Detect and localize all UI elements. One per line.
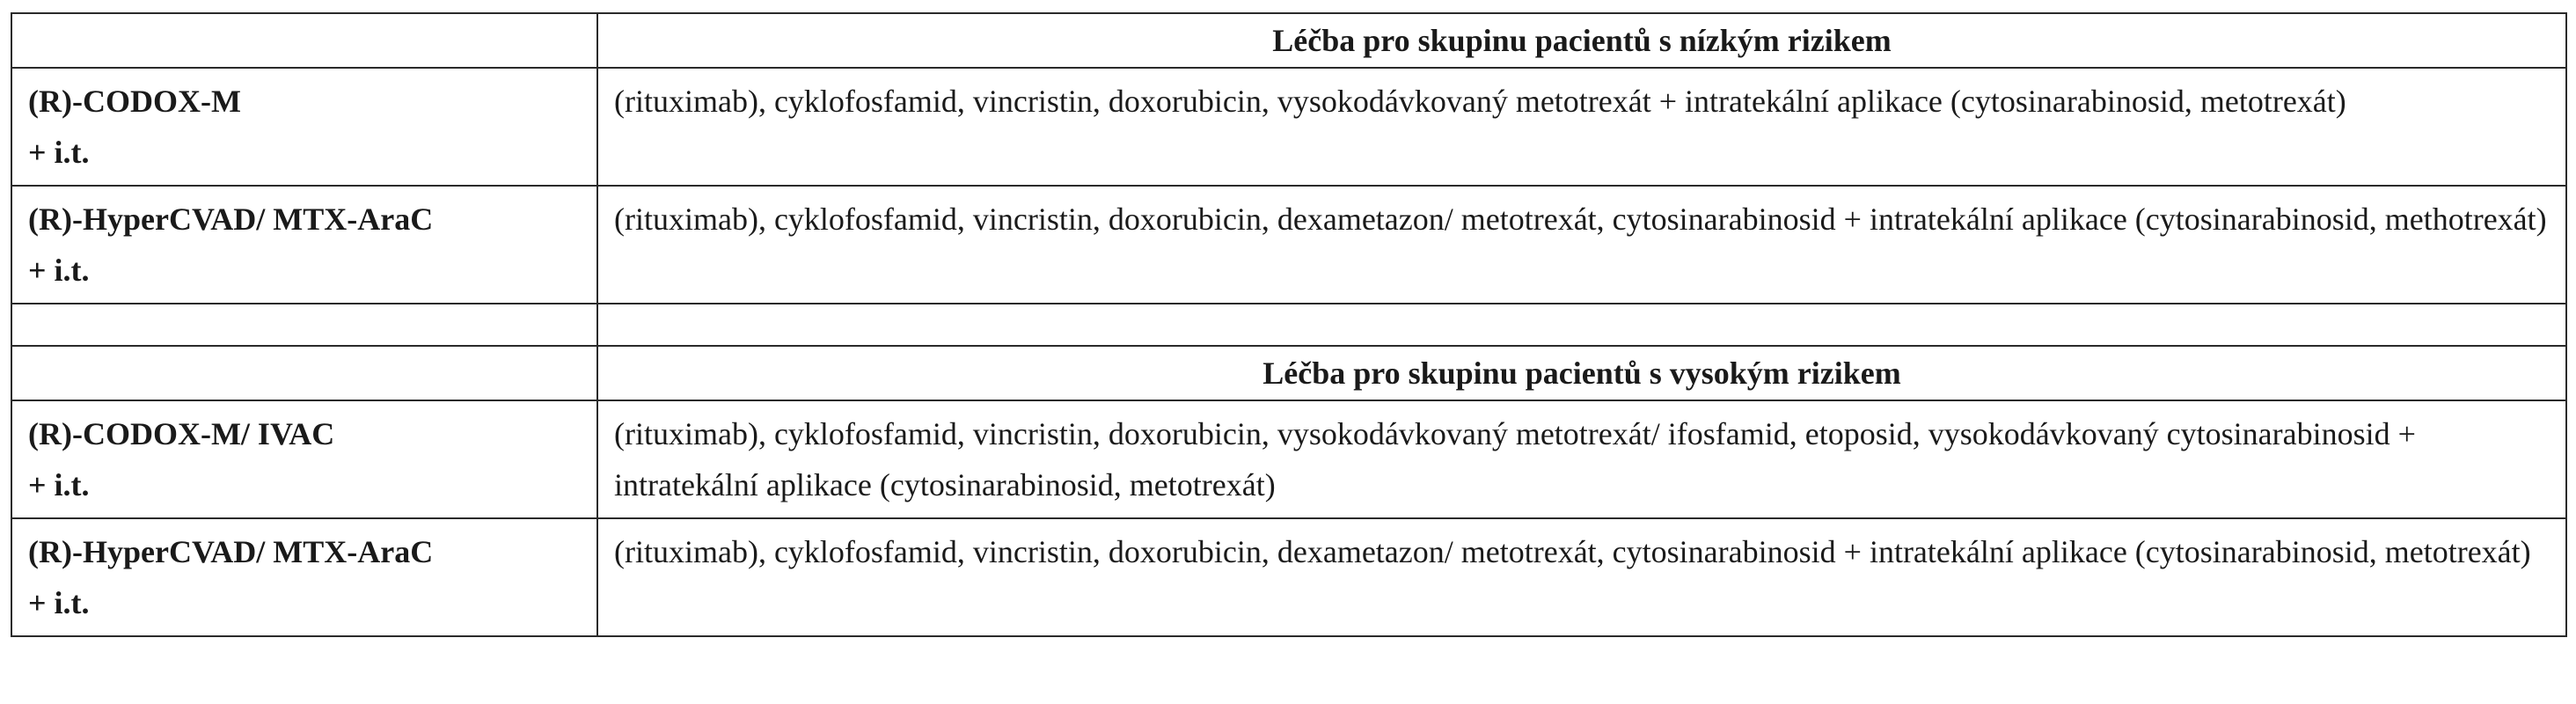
table-row <box>11 518 2566 636</box>
regimen-name-cell <box>11 68 597 186</box>
regimen-description: (rituximab), cyklofosfamid, vincristin, doxorubicin, vysokodávkovaný metotrexát/ ifosfamid, etoposid, vysokodávkovaný cytosinarabinosid + intratekální aplikace (cytosinarabinosid, metotrexát) <box>597 400 2566 518</box>
section-header-row-low-risk <box>11 13 2566 68</box>
empty-cell <box>11 304 597 346</box>
regimen-description: (rituximab), cyklofosfamid, vincristin, doxorubicin, dexametazon/ metotrexát, cytosinarabinosid + intratekální aplikace (cytosinarabinosid, methotrexát) <box>597 186 2566 304</box>
regimen-name-suffix: + i.t. <box>28 585 90 620</box>
section-header-row-high-risk <box>11 346 2566 400</box>
regimen-name: (R)-HyperCVAD/ MTX-AraC <box>28 202 434 237</box>
treatment-table-container <box>11 12 2565 637</box>
regimen-name-cell <box>11 186 597 304</box>
regimen-name: (R)-CODOX-M/ IVAC <box>28 416 335 451</box>
regimen-name-suffix: + i.t. <box>28 253 90 288</box>
regimen-name: (R)-HyperCVAD/ MTX-AraC <box>28 534 434 569</box>
treatment-regimen-table <box>11 12 2567 637</box>
regimen-name-suffix: + i.t. <box>28 135 90 170</box>
regimen-name-suffix: + i.t. <box>28 467 90 502</box>
regimen-description: (rituximab), cyklofosfamid, vincristin, doxorubicin, dexametazon/ metotrexát, cytosinarabinosid + intratekální aplikace (cytosinarabinosid, metotrexát) <box>597 518 2566 636</box>
regimen-name: (R)-CODOX-M <box>28 84 241 119</box>
table-row <box>11 186 2566 304</box>
spacer-row <box>11 304 2566 346</box>
empty-header-cell <box>11 346 597 400</box>
empty-header-cell <box>11 13 597 68</box>
section-header-high-risk: Léčba pro skupinu pacientů s vysokým rizikem <box>597 346 2566 400</box>
table-row <box>11 68 2566 186</box>
section-header-low-risk: Léčba pro skupinu pacientů s nízkým rizikem <box>597 13 2566 68</box>
table-row <box>11 400 2566 518</box>
empty-cell <box>597 304 2566 346</box>
regimen-name-cell <box>11 400 597 518</box>
regimen-description: (rituximab), cyklofosfamid, vincristin, doxorubicin, vysokodávkovaný metotrexát + intratekální aplikace (cytosinarabinosid, metotrexát) <box>597 68 2566 186</box>
regimen-name-cell <box>11 518 597 636</box>
